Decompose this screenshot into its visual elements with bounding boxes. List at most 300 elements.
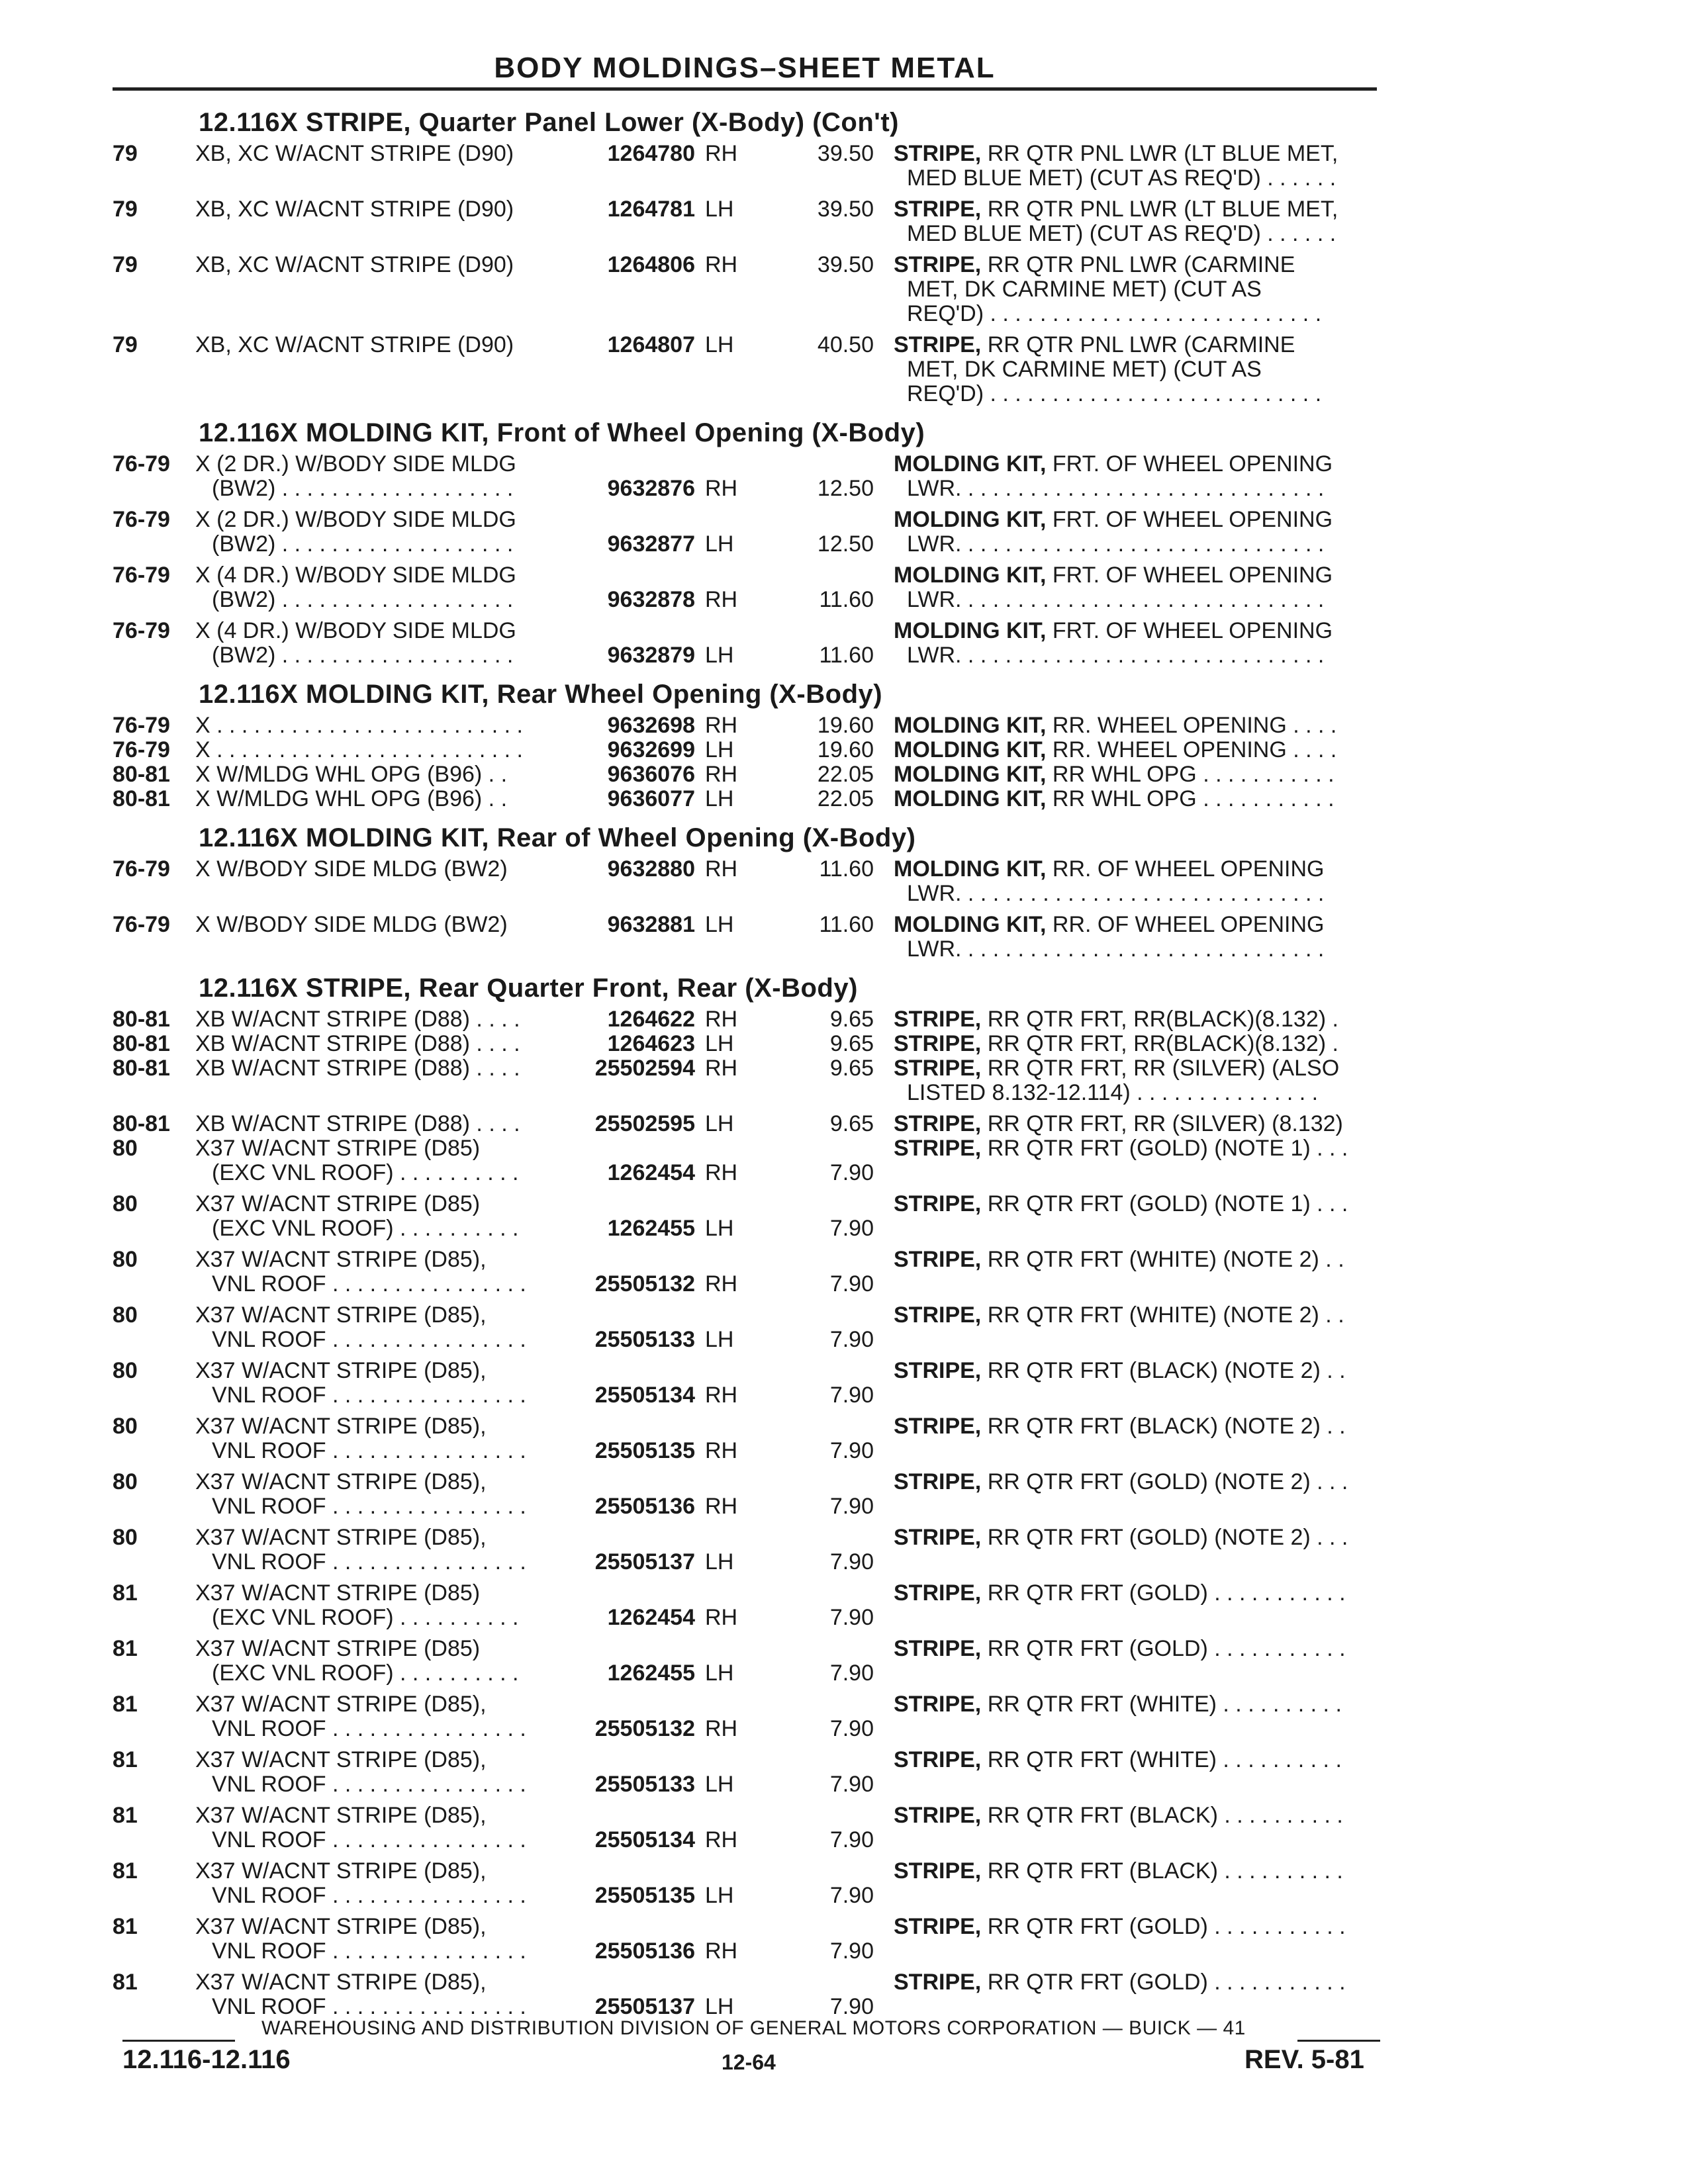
description-text: RR QTR FRT (WHITE) (NOTE 2) . .: [987, 1247, 1344, 1272]
section-block: [113, 823, 1383, 962]
part-info: [576, 1272, 914, 1297]
parts-row: [113, 1581, 1383, 1630]
header-rule: [113, 87, 1377, 91]
description-text: RR QTR FRT (GOLD) (NOTE 2) . . .: [987, 1525, 1348, 1550]
model-line: (BW2) . . . . . . . . . . . . . . . . . . .: [212, 643, 514, 668]
list-price: 39.50: [817, 141, 874, 166]
model-line: VNL ROOF . . . . . . . . . . . . . . . .: [212, 1994, 526, 2019]
model-years: 81: [113, 1803, 138, 1828]
description-text: RR QTR FRT (WHITE) . . . . . . . . . .: [987, 1747, 1342, 1772]
description-text: RR QTR FRT (BLACK) (NOTE 2) . .: [987, 1358, 1346, 1383]
part-info: [576, 1939, 914, 1964]
model-line: X W/BODY SIDE MLDG (BW2): [195, 912, 508, 937]
parts-row: [113, 1303, 1383, 1352]
parts-row: [113, 1748, 1383, 1797]
list-price: 22.05: [817, 786, 874, 811]
part-info: [576, 913, 914, 937]
part-description: [894, 1970, 1370, 1995]
description-line: [894, 737, 1336, 762]
side-code: RH: [705, 476, 738, 501]
part-description: [894, 1748, 1370, 1772]
model-years: 80: [113, 1302, 138, 1328]
parts-row: [113, 738, 1383, 762]
model-years: 80-81: [113, 1031, 170, 1056]
part-description: [894, 738, 1370, 762]
part-info: [576, 197, 914, 222]
model-line: VNL ROOF . . . . . . . . . . . . . . . .: [212, 1271, 526, 1297]
list-price: 11.60: [819, 643, 874, 668]
part-description: [894, 762, 1370, 787]
side-code: LH: [705, 1883, 734, 1908]
list-price: 7.90: [829, 1438, 874, 1463]
side-code: RH: [705, 1056, 738, 1081]
parts-row: [113, 333, 1383, 406]
description-keyword: STRIPE,: [894, 1747, 982, 1772]
model-years: 76-79: [113, 713, 170, 738]
parts-row: [113, 1970, 1383, 2019]
model-line: VNL ROOF . . . . . . . . . . . . . . . .: [212, 1327, 526, 1352]
model-line: XB, XC W/ACNT STRIPE (D90): [195, 332, 514, 357]
model-years: 79: [113, 332, 138, 357]
list-price: 19.60: [817, 713, 874, 738]
part-info: [576, 1328, 914, 1352]
section-title: 12.116X MOLDING KIT, Rear of Wheel Opening (X-Body): [199, 823, 916, 852]
model-years: 80: [113, 1414, 138, 1439]
part-number: 9632878: [607, 587, 695, 612]
side-code: RH: [705, 1383, 738, 1408]
parts-row: [113, 1359, 1383, 1408]
list-price: 7.90: [829, 1827, 874, 1852]
part-number: 25505136: [594, 1494, 695, 1519]
list-price: 7.90: [829, 1661, 874, 1686]
model-years: 80: [113, 1136, 138, 1161]
description-keyword: STRIPE,: [894, 1970, 982, 1995]
part-info: [576, 1884, 914, 1908]
side-code: RH: [705, 1716, 738, 1741]
part-description: [894, 142, 1370, 191]
side-code: RH: [705, 762, 738, 787]
description-text: RR QTR FRT, RR (SILVER) (8.132): [987, 1111, 1343, 1136]
parts-row: [113, 1637, 1383, 1686]
description-line: [894, 1580, 1346, 1606]
description-text: RR QTR FRT (GOLD) . . . . . . . . . . .: [987, 1970, 1346, 1995]
section-block: [113, 418, 1383, 668]
side-code: RH: [705, 713, 738, 738]
model-years: 79: [113, 197, 138, 222]
part-description: [894, 1359, 1370, 1383]
description-keyword: STRIPE,: [894, 332, 982, 357]
section-block: [113, 680, 1383, 811]
model-years: 76-79: [113, 856, 170, 882]
part-info: [576, 142, 914, 166]
parts-row: [113, 1056, 1383, 1105]
description-text: RR QTR FRT (BLACK) . . . . . . . . . .: [987, 1858, 1343, 1884]
part-description: [894, 857, 1370, 906]
part-description: [894, 1192, 1370, 1216]
part-info: [576, 1661, 914, 1686]
part-description: [894, 1136, 1370, 1161]
description-keyword: STRIPE,: [894, 1007, 982, 1032]
description-line: MED BLUE MET) (CUT AS REQ'D) . . . . . .: [907, 165, 1336, 191]
parts-row: [113, 197, 1383, 246]
model-line: (EXC VNL ROOF) . . . . . . . . . .: [212, 1605, 519, 1630]
parts-row: [113, 713, 1383, 738]
parts-row: [113, 857, 1383, 906]
model-line: XB, XC W/ACNT STRIPE (D90): [195, 252, 514, 277]
parts-row: [113, 1112, 1383, 1136]
model-line: VNL ROOF . . . . . . . . . . . . . . . .: [212, 1883, 526, 1908]
part-info: [576, 1772, 914, 1797]
side-code: LH: [705, 531, 734, 557]
description-line: [894, 1056, 1339, 1081]
model-line: X37 W/ACNT STRIPE (D85),: [195, 1358, 487, 1383]
description-line: [894, 1031, 1338, 1056]
list-price: 12.50: [817, 476, 874, 501]
description-keyword: MOLDING KIT,: [894, 507, 1047, 532]
model-years: 80: [113, 1469, 138, 1494]
description-line: LWR. . . . . . . . . . . . . . . . . . . . . . . . . . . . . .: [907, 643, 1325, 668]
description-text: RR QTR FRT, RR(BLACK)(8.132) .: [987, 1007, 1338, 1032]
part-description: [894, 1032, 1370, 1056]
part-description: [894, 563, 1370, 612]
part-number: 25505132: [594, 1271, 695, 1297]
side-code: RH: [705, 587, 738, 612]
description-line: [894, 1803, 1343, 1828]
part-number: 9632880: [607, 856, 695, 882]
part-number: 9632699: [607, 737, 695, 762]
side-code: RH: [705, 1605, 738, 1630]
description-text: RR QTR FRT (WHITE) (NOTE 2) . .: [987, 1302, 1344, 1328]
model-line: X W/BODY SIDE MLDG (BW2): [195, 856, 508, 882]
side-code: LH: [705, 332, 734, 357]
part-description: [894, 1248, 1370, 1272]
list-price: 39.50: [817, 252, 874, 277]
list-price: 11.60: [819, 912, 874, 937]
description-text: RR QTR FRT (GOLD) . . . . . . . . . . .: [987, 1580, 1346, 1606]
model-line: X37 W/ACNT STRIPE (D85),: [195, 1525, 487, 1550]
model-line: X37 W/ACNT STRIPE (D85),: [195, 1692, 487, 1717]
model-line: VNL ROOF . . . . . . . . . . . . . . . .: [212, 1827, 526, 1852]
model-line: VNL ROOF . . . . . . . . . . . . . . . .: [212, 1549, 526, 1574]
description-line: [894, 713, 1336, 738]
part-number: 25505134: [594, 1827, 695, 1852]
description-keyword: MOLDING KIT,: [894, 856, 1047, 882]
part-number: 25505135: [594, 1883, 695, 1908]
model-line: XB, XC W/ACNT STRIPE (D90): [195, 141, 514, 166]
description-line: LWR. . . . . . . . . . . . . . . . . . . . . . . . . . . . . .: [907, 587, 1325, 612]
model-years: 76-79: [113, 507, 170, 532]
model-line: X37 W/ACNT STRIPE (D85),: [195, 1970, 487, 1995]
parts-row: [113, 1803, 1383, 1852]
description-text: RR QTR FRT (GOLD) (NOTE 1) . . .: [987, 1136, 1348, 1161]
description-keyword: MOLDING KIT,: [894, 762, 1047, 787]
part-number: 25502595: [594, 1111, 695, 1136]
list-price: 7.90: [829, 1549, 874, 1574]
part-description: [894, 1915, 1370, 1939]
description-line: [894, 1302, 1344, 1328]
list-price: 7.90: [829, 1883, 874, 1908]
description-line: [894, 786, 1335, 811]
part-description: [894, 1637, 1370, 1661]
description-keyword: STRIPE,: [894, 1111, 982, 1136]
part-description: [894, 1581, 1370, 1606]
description-keyword: STRIPE,: [894, 1191, 982, 1216]
section-title: 12.116X STRIPE, Quarter Panel Lower (X-Body) (Con't): [199, 108, 899, 137]
list-price: 7.90: [829, 1383, 874, 1408]
list-price: 40.50: [817, 332, 874, 357]
part-info: [576, 253, 914, 277]
footer-rule-right: [1297, 2040, 1380, 2042]
parts-row: [113, 787, 1383, 811]
model-line: X37 W/ACNT STRIPE (D85): [195, 1580, 481, 1606]
model-years: 80: [113, 1525, 138, 1550]
part-info: [576, 1112, 914, 1136]
part-description: [894, 1859, 1370, 1884]
parts-row: [113, 253, 1383, 326]
parts-row: [113, 1032, 1383, 1056]
description-line: LWR. . . . . . . . . . . . . . . . . . . . . . . . . . . . . .: [907, 936, 1325, 962]
part-description: [894, 1112, 1370, 1136]
footer-group-range: 12.116-12.116: [122, 2045, 291, 2074]
model-line: XB W/ACNT STRIPE (D88) . . . .: [195, 1031, 520, 1056]
part-number: 9632881: [607, 912, 695, 937]
description-line: [894, 1414, 1346, 1439]
model-line: X . . . . . . . . . . . . . . . . . . . . . . . . .: [195, 713, 523, 738]
part-info: [576, 857, 914, 882]
model-line: VNL ROOF . . . . . . . . . . . . . . . .: [212, 1716, 526, 1741]
part-description: [894, 1525, 1370, 1550]
part-info: [576, 1606, 914, 1630]
part-number: 25505134: [594, 1383, 695, 1408]
part-number: 1262454: [607, 1605, 695, 1630]
side-code: LH: [705, 1994, 734, 2019]
section-title: 12.116X MOLDING KIT, Rear Wheel Opening (X-Body): [199, 680, 883, 709]
model-line: (BW2) . . . . . . . . . . . . . . . . . . .: [212, 476, 514, 501]
list-price: 7.90: [829, 1216, 874, 1241]
model-line: X (4 DR.) W/BODY SIDE MLDG: [195, 563, 516, 588]
list-price: 11.60: [819, 587, 874, 612]
description-line: [894, 1970, 1346, 1995]
list-price: 7.90: [829, 1772, 874, 1797]
description-line: [894, 563, 1333, 588]
part-number: 9632879: [607, 643, 695, 668]
description-line: [894, 252, 1295, 277]
parts-list: [113, 96, 1383, 2026]
side-code: LH: [705, 643, 734, 668]
model-line: X37 W/ACNT STRIPE (D85),: [195, 1747, 487, 1772]
part-description: [894, 619, 1370, 668]
description-line: [894, 1111, 1343, 1136]
description-text: RR QTR FRT (GOLD) . . . . . . . . . . .: [987, 1636, 1346, 1661]
part-info: [576, 1161, 914, 1185]
description-text: RR QTR FRT, RR(BLACK)(8.132) .: [987, 1031, 1338, 1056]
side-code: RH: [705, 252, 738, 277]
description-keyword: MOLDING KIT,: [894, 912, 1047, 937]
description-keyword: STRIPE,: [894, 1803, 982, 1828]
section-block: [113, 974, 1383, 2019]
description-line: [894, 141, 1338, 166]
part-number: 25505136: [594, 1938, 695, 1964]
list-price: 7.90: [829, 1160, 874, 1185]
description-line: [894, 1747, 1342, 1772]
model-years: 80-81: [113, 762, 170, 787]
part-number: 25505132: [594, 1716, 695, 1741]
side-code: LH: [705, 912, 734, 937]
description-text: RR. WHEEL OPENING . . . .: [1052, 737, 1337, 762]
model-years: 81: [113, 1692, 138, 1717]
parts-row: [113, 1859, 1383, 1908]
model-line: X37 W/ACNT STRIPE (D85),: [195, 1858, 487, 1884]
model-line: X (2 DR.) W/BODY SIDE MLDG: [195, 451, 516, 477]
model-years: 81: [113, 1580, 138, 1606]
parts-row: [113, 1692, 1383, 1741]
list-price: 11.60: [819, 856, 874, 882]
part-info: [576, 477, 914, 501]
description-text: RR QTR PNL LWR (LT BLUE MET,: [987, 141, 1338, 166]
list-price: 19.60: [817, 737, 874, 762]
part-number: 9636077: [607, 786, 695, 811]
part-number: 1264780: [607, 141, 695, 166]
footer-page-number: 12-64: [722, 2050, 776, 2074]
part-info: [576, 333, 914, 357]
description-line: LWR. . . . . . . . . . . . . . . . . . . . . . . . . . . . . .: [907, 531, 1325, 557]
parts-row: [113, 452, 1383, 501]
part-description: [894, 333, 1370, 406]
description-line: [894, 1914, 1346, 1939]
part-description: [894, 253, 1370, 326]
part-info: [576, 738, 914, 762]
description-line: [894, 197, 1338, 222]
part-number: 9632698: [607, 713, 695, 738]
section-title: 12.116X STRIPE, Rear Quarter Front, Rear (X-Body): [199, 974, 858, 1003]
description-text: RR. OF WHEEL OPENING: [1052, 856, 1325, 882]
model-line: VNL ROOF . . . . . . . . . . . . . . . .: [212, 1438, 526, 1463]
part-number: 9636076: [607, 762, 695, 787]
part-info: [576, 713, 914, 738]
part-info: [576, 532, 914, 557]
description-line: [894, 1247, 1344, 1272]
part-number: 25502594: [594, 1056, 695, 1081]
model-line: VNL ROOF . . . . . . . . . . . . . . . .: [212, 1772, 526, 1797]
list-price: 9.65: [829, 1056, 874, 1081]
side-code: RH: [705, 1494, 738, 1519]
model-years: 80: [113, 1247, 138, 1272]
description-line: REQ'D) . . . . . . . . . . . . . . . . . . . . . . . . . . .: [907, 301, 1322, 326]
model-line: X37 W/ACNT STRIPE (D85),: [195, 1414, 487, 1439]
model-years: 76-79: [113, 912, 170, 937]
model-line: X37 W/ACNT STRIPE (D85),: [195, 1803, 487, 1828]
model-line: XB W/ACNT STRIPE (D88) . . . .: [195, 1056, 520, 1081]
description-keyword: MOLDING KIT,: [894, 451, 1047, 477]
list-price: 7.90: [829, 1938, 874, 1964]
model-years: 80-81: [113, 1007, 170, 1032]
model-years: 81: [113, 1858, 138, 1884]
parts-row: [113, 913, 1383, 962]
list-price: 9.65: [829, 1007, 874, 1032]
side-code: LH: [705, 786, 734, 811]
description-line: [894, 1636, 1346, 1661]
model-years: 76-79: [113, 451, 170, 477]
model-years: 79: [113, 141, 138, 166]
description-line: [894, 1692, 1342, 1717]
description-text: RR QTR FRT (GOLD) (NOTE 2) . . .: [987, 1469, 1348, 1494]
part-description: [894, 452, 1370, 501]
list-price: 7.90: [829, 1494, 874, 1519]
side-code: LH: [705, 1549, 734, 1574]
description-text: RR QTR PNL LWR (CARMINE: [987, 332, 1295, 357]
description-line: [894, 856, 1324, 882]
description-line: [894, 332, 1295, 357]
parts-row: [113, 1414, 1383, 1463]
description-text: RR QTR PNL LWR (LT BLUE MET,: [987, 197, 1338, 222]
part-number: 1262455: [607, 1661, 695, 1686]
model-line: X37 W/ACNT STRIPE (D85): [195, 1136, 481, 1161]
description-text: RR. OF WHEEL OPENING: [1052, 912, 1325, 937]
description-text: RR QTR PNL LWR (CARMINE: [987, 252, 1295, 277]
part-info: [576, 1494, 914, 1519]
description-keyword: STRIPE,: [894, 1858, 982, 1884]
description-keyword: STRIPE,: [894, 1636, 982, 1661]
description-text: FRT. OF WHEEL OPENING: [1052, 451, 1333, 477]
description-text: FRT. OF WHEEL OPENING: [1052, 507, 1333, 532]
parts-row: [113, 1007, 1383, 1032]
model-line: (BW2) . . . . . . . . . . . . . . . . . . .: [212, 587, 514, 612]
side-code: RH: [705, 1007, 738, 1032]
part-info: [576, 1032, 914, 1056]
description-keyword: STRIPE,: [894, 1580, 982, 1606]
part-description: [894, 1007, 1370, 1032]
description-line: LWR. . . . . . . . . . . . . . . . . . . . . . . . . . . . . .: [907, 476, 1325, 501]
parts-row: [113, 762, 1383, 787]
part-info: [576, 1007, 914, 1032]
part-description: [894, 1303, 1370, 1328]
description-text: RR QTR FRT (BLACK) (NOTE 2) . .: [987, 1414, 1346, 1439]
part-description: [894, 787, 1370, 811]
description-line: LISTED 8.132-12.114) . . . . . . . . . . . . . . .: [907, 1080, 1319, 1105]
description-line: [894, 1007, 1338, 1032]
description-keyword: STRIPE,: [894, 1247, 982, 1272]
side-code: LH: [705, 1661, 734, 1686]
description-keyword: STRIPE,: [894, 1914, 982, 1939]
description-line: MET, DK CARMINE MET) (CUT AS: [907, 277, 1262, 302]
description-keyword: MOLDING KIT,: [894, 786, 1047, 811]
model-line: XB, XC W/ACNT STRIPE (D90): [195, 197, 514, 222]
description-text: RR QTR FRT (GOLD) . . . . . . . . . . .: [987, 1914, 1346, 1939]
model-line: X37 W/ACNT STRIPE (D85),: [195, 1247, 487, 1272]
part-info: [576, 1216, 914, 1241]
part-info: [576, 1717, 914, 1741]
description-text: RR WHL OPG . . . . . . . . . . .: [1052, 786, 1335, 811]
side-code: RH: [705, 1271, 738, 1297]
description-text: RR. WHEEL OPENING . . . .: [1052, 713, 1337, 738]
model-years: 80-81: [113, 1056, 170, 1081]
part-info: [576, 643, 914, 668]
part-description: [894, 1692, 1370, 1717]
list-price: 12.50: [817, 531, 874, 557]
parts-row: [113, 1136, 1383, 1185]
model-years: 81: [113, 1636, 138, 1661]
part-description: [894, 197, 1370, 246]
description-keyword: STRIPE,: [894, 1414, 982, 1439]
part-info: [576, 588, 914, 612]
part-number: 25505137: [594, 1994, 695, 2019]
part-number: 9632877: [607, 531, 695, 557]
description-line: LWR. . . . . . . . . . . . . . . . . . . . . . . . . . . . . .: [907, 881, 1325, 906]
list-price: 9.65: [829, 1031, 874, 1056]
model-line: VNL ROOF . . . . . . . . . . . . . . . .: [212, 1494, 526, 1519]
description-keyword: STRIPE,: [894, 1136, 982, 1161]
description-keyword: STRIPE,: [894, 141, 982, 166]
